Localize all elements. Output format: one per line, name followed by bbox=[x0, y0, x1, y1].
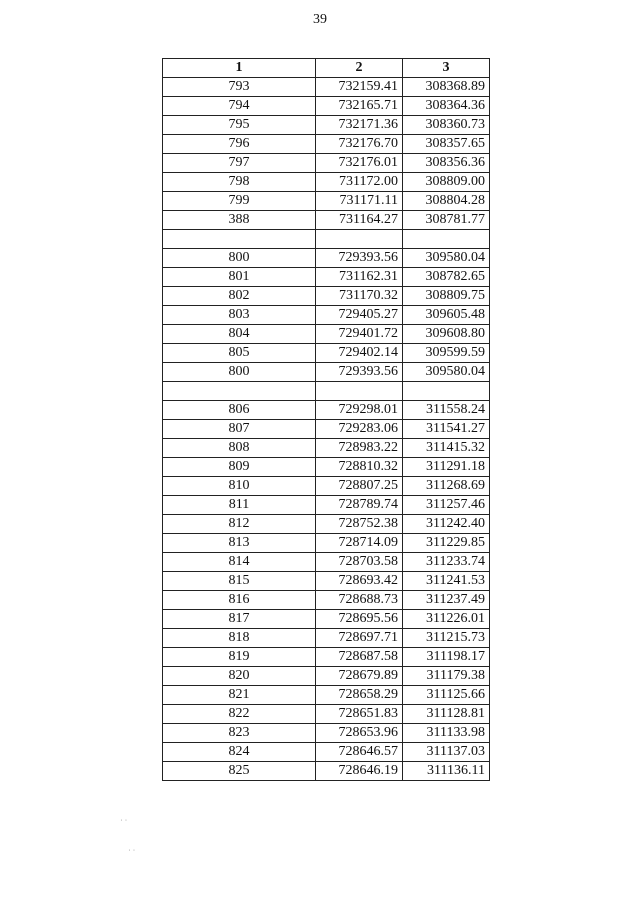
point-number-cell: 810 bbox=[163, 476, 316, 495]
table-row bbox=[163, 192, 490, 211]
y-coordinate-cell: 309580.04 bbox=[403, 248, 490, 267]
y-coordinate-cell: 308781.77 bbox=[403, 211, 490, 230]
point-number-cell: 809 bbox=[163, 457, 316, 476]
point-number-cell: 807 bbox=[163, 419, 316, 438]
y-coordinate-cell: 311241.53 bbox=[403, 571, 490, 590]
y-coordinate-cell: 311242.40 bbox=[403, 514, 490, 533]
point-number-cell: 817 bbox=[163, 609, 316, 628]
y-coordinate-cell: 308809.00 bbox=[403, 173, 490, 192]
point-number-cell: 798 bbox=[163, 173, 316, 192]
y-coordinate-cell: 311268.69 bbox=[403, 476, 490, 495]
x-coordinate-cell: 732159.41 bbox=[316, 78, 403, 97]
point-number-cell: 806 bbox=[163, 400, 316, 419]
y-coordinate-cell: 308357.65 bbox=[403, 135, 490, 154]
y-coordinate-cell: 311237.49 bbox=[403, 590, 490, 609]
y-coordinate-cell: 311226.01 bbox=[403, 609, 490, 628]
y-coordinate-cell: 311136.11 bbox=[403, 761, 490, 780]
table-row bbox=[163, 495, 490, 514]
x-coordinate-cell bbox=[316, 381, 403, 400]
y-coordinate-cell: 308360.73 bbox=[403, 116, 490, 135]
y-coordinate-cell: 311133.98 bbox=[403, 723, 490, 742]
y-coordinate-cell: 311198.17 bbox=[403, 647, 490, 666]
y-coordinate-cell: 311257.46 bbox=[403, 495, 490, 514]
x-coordinate-cell: 728646.57 bbox=[316, 742, 403, 761]
point-number-cell bbox=[163, 230, 316, 249]
point-number-cell bbox=[163, 381, 316, 400]
point-number-cell: 797 bbox=[163, 154, 316, 173]
x-coordinate-cell: 728789.74 bbox=[316, 495, 403, 514]
y-coordinate-cell: 308782.65 bbox=[403, 267, 490, 286]
point-number-cell: 799 bbox=[163, 192, 316, 211]
x-coordinate-cell: 732171.36 bbox=[316, 116, 403, 135]
table-row bbox=[163, 438, 490, 457]
table-row bbox=[163, 135, 490, 154]
x-coordinate-cell: 729402.14 bbox=[316, 343, 403, 362]
table-row bbox=[163, 286, 490, 305]
table-row bbox=[163, 609, 490, 628]
x-coordinate-cell: 729393.56 bbox=[316, 362, 403, 381]
y-coordinate-cell: 308364.36 bbox=[403, 97, 490, 116]
table-row bbox=[163, 742, 490, 761]
table-row bbox=[163, 685, 490, 704]
point-number-cell: 805 bbox=[163, 343, 316, 362]
point-number-cell: 825 bbox=[163, 761, 316, 780]
point-number-cell: 818 bbox=[163, 628, 316, 647]
coordinates-table bbox=[162, 58, 490, 781]
y-coordinate-cell bbox=[403, 230, 490, 249]
table-row bbox=[163, 590, 490, 609]
table-row bbox=[163, 457, 490, 476]
table-row bbox=[163, 400, 490, 419]
table-row bbox=[163, 552, 490, 571]
x-coordinate-cell: 732176.01 bbox=[316, 154, 403, 173]
point-number-cell: 820 bbox=[163, 666, 316, 685]
y-coordinate-cell: 311233.74 bbox=[403, 552, 490, 571]
point-number-cell: 796 bbox=[163, 135, 316, 154]
table-row bbox=[163, 154, 490, 173]
table-row bbox=[163, 324, 490, 343]
column-header-2: 2 bbox=[316, 59, 403, 78]
point-number-cell: 812 bbox=[163, 514, 316, 533]
point-number-cell: 803 bbox=[163, 305, 316, 324]
column-header-1: 1 bbox=[163, 59, 316, 78]
table-row bbox=[163, 267, 490, 286]
column-header-3: 3 bbox=[403, 59, 490, 78]
y-coordinate-cell: 311215.73 bbox=[403, 628, 490, 647]
x-coordinate-cell: 731162.31 bbox=[316, 267, 403, 286]
y-coordinate-cell: 311179.38 bbox=[403, 666, 490, 685]
point-number-cell: 824 bbox=[163, 742, 316, 761]
point-number-cell: 815 bbox=[163, 571, 316, 590]
point-number-cell: 819 bbox=[163, 647, 316, 666]
x-coordinate-cell: 728646.19 bbox=[316, 761, 403, 780]
point-number-cell: 821 bbox=[163, 685, 316, 704]
table-row bbox=[163, 419, 490, 438]
point-number-cell: 808 bbox=[163, 438, 316, 457]
point-number-cell: 800 bbox=[163, 248, 316, 267]
y-coordinate-cell: 309605.48 bbox=[403, 305, 490, 324]
scan-speck: ˙ ˙ bbox=[120, 818, 128, 827]
point-number-cell: 800 bbox=[163, 362, 316, 381]
x-coordinate-cell bbox=[316, 230, 403, 249]
y-coordinate-cell: 309599.59 bbox=[403, 343, 490, 362]
table-row bbox=[163, 97, 490, 116]
x-coordinate-cell: 728752.38 bbox=[316, 514, 403, 533]
table-row bbox=[163, 381, 490, 400]
point-number-cell: 793 bbox=[163, 78, 316, 97]
point-number-cell: 388 bbox=[163, 211, 316, 230]
table-row bbox=[163, 514, 490, 533]
y-coordinate-cell: 311128.81 bbox=[403, 704, 490, 723]
table-body bbox=[163, 78, 490, 781]
point-number-cell: 795 bbox=[163, 116, 316, 135]
point-number-cell: 811 bbox=[163, 495, 316, 514]
point-number-cell: 822 bbox=[163, 704, 316, 723]
y-coordinate-cell: 311291.18 bbox=[403, 457, 490, 476]
y-coordinate-cell: 311137.03 bbox=[403, 742, 490, 761]
point-number-cell: 814 bbox=[163, 552, 316, 571]
point-number-cell: 823 bbox=[163, 723, 316, 742]
y-coordinate-cell: 311229.85 bbox=[403, 533, 490, 552]
x-coordinate-cell: 729405.27 bbox=[316, 305, 403, 324]
point-number-cell: 813 bbox=[163, 533, 316, 552]
y-coordinate-cell: 311541.27 bbox=[403, 419, 490, 438]
y-coordinate-cell bbox=[403, 381, 490, 400]
y-coordinate-cell: 308804.28 bbox=[403, 192, 490, 211]
x-coordinate-cell: 728983.22 bbox=[316, 438, 403, 457]
table-header bbox=[163, 59, 490, 78]
point-number-cell: 801 bbox=[163, 267, 316, 286]
table-row bbox=[163, 476, 490, 495]
x-coordinate-cell: 728687.58 bbox=[316, 647, 403, 666]
x-coordinate-cell: 731170.32 bbox=[316, 286, 403, 305]
x-coordinate-cell: 732176.70 bbox=[316, 135, 403, 154]
x-coordinate-cell: 728651.83 bbox=[316, 704, 403, 723]
y-coordinate-cell: 308356.36 bbox=[403, 154, 490, 173]
point-number-cell: 802 bbox=[163, 286, 316, 305]
y-coordinate-cell: 308809.75 bbox=[403, 286, 490, 305]
table-row bbox=[163, 533, 490, 552]
x-coordinate-cell: 731164.27 bbox=[316, 211, 403, 230]
y-coordinate-cell: 308368.89 bbox=[403, 78, 490, 97]
table-row bbox=[163, 78, 490, 97]
x-coordinate-cell: 728653.96 bbox=[316, 723, 403, 742]
x-coordinate-cell: 728658.29 bbox=[316, 685, 403, 704]
table-row bbox=[163, 116, 490, 135]
y-coordinate-cell: 311125.66 bbox=[403, 685, 490, 704]
point-number-cell: 804 bbox=[163, 324, 316, 343]
page-number: 39 bbox=[313, 12, 327, 27]
y-coordinate-cell: 311558.24 bbox=[403, 400, 490, 419]
table-row bbox=[163, 571, 490, 590]
x-coordinate-cell: 728679.89 bbox=[316, 666, 403, 685]
scan-speck: ˙ ˙ bbox=[128, 848, 136, 857]
table-row bbox=[163, 343, 490, 362]
y-coordinate-cell: 311415.32 bbox=[403, 438, 490, 457]
x-coordinate-cell: 731172.00 bbox=[316, 173, 403, 192]
x-coordinate-cell: 728807.25 bbox=[316, 476, 403, 495]
table-row bbox=[163, 305, 490, 324]
x-coordinate-cell: 729393.56 bbox=[316, 248, 403, 267]
table-row bbox=[163, 211, 490, 230]
y-coordinate-cell: 309608.80 bbox=[403, 324, 490, 343]
x-coordinate-cell: 728703.58 bbox=[316, 552, 403, 571]
x-coordinate-cell: 729401.72 bbox=[316, 324, 403, 343]
x-coordinate-cell: 729298.01 bbox=[316, 400, 403, 419]
table-row bbox=[163, 704, 490, 723]
x-coordinate-cell: 728810.32 bbox=[316, 457, 403, 476]
table-row bbox=[163, 628, 490, 647]
table-row bbox=[163, 230, 490, 249]
header-row bbox=[163, 59, 490, 78]
table-row bbox=[163, 248, 490, 267]
x-coordinate-cell: 729283.06 bbox=[316, 419, 403, 438]
y-coordinate-cell: 309580.04 bbox=[403, 362, 490, 381]
x-coordinate-cell: 728695.56 bbox=[316, 609, 403, 628]
table-row bbox=[163, 666, 490, 685]
table-row bbox=[163, 362, 490, 381]
x-coordinate-cell: 728693.42 bbox=[316, 571, 403, 590]
point-number-cell: 794 bbox=[163, 97, 316, 116]
x-coordinate-cell: 732165.71 bbox=[316, 97, 403, 116]
x-coordinate-cell: 728697.71 bbox=[316, 628, 403, 647]
table-row bbox=[163, 723, 490, 742]
x-coordinate-cell: 728714.09 bbox=[316, 533, 403, 552]
table-row bbox=[163, 647, 490, 666]
table-row bbox=[163, 761, 490, 780]
x-coordinate-cell: 731171.11 bbox=[316, 192, 403, 211]
point-number-cell: 816 bbox=[163, 590, 316, 609]
table-row bbox=[163, 173, 490, 192]
x-coordinate-cell: 728688.73 bbox=[316, 590, 403, 609]
